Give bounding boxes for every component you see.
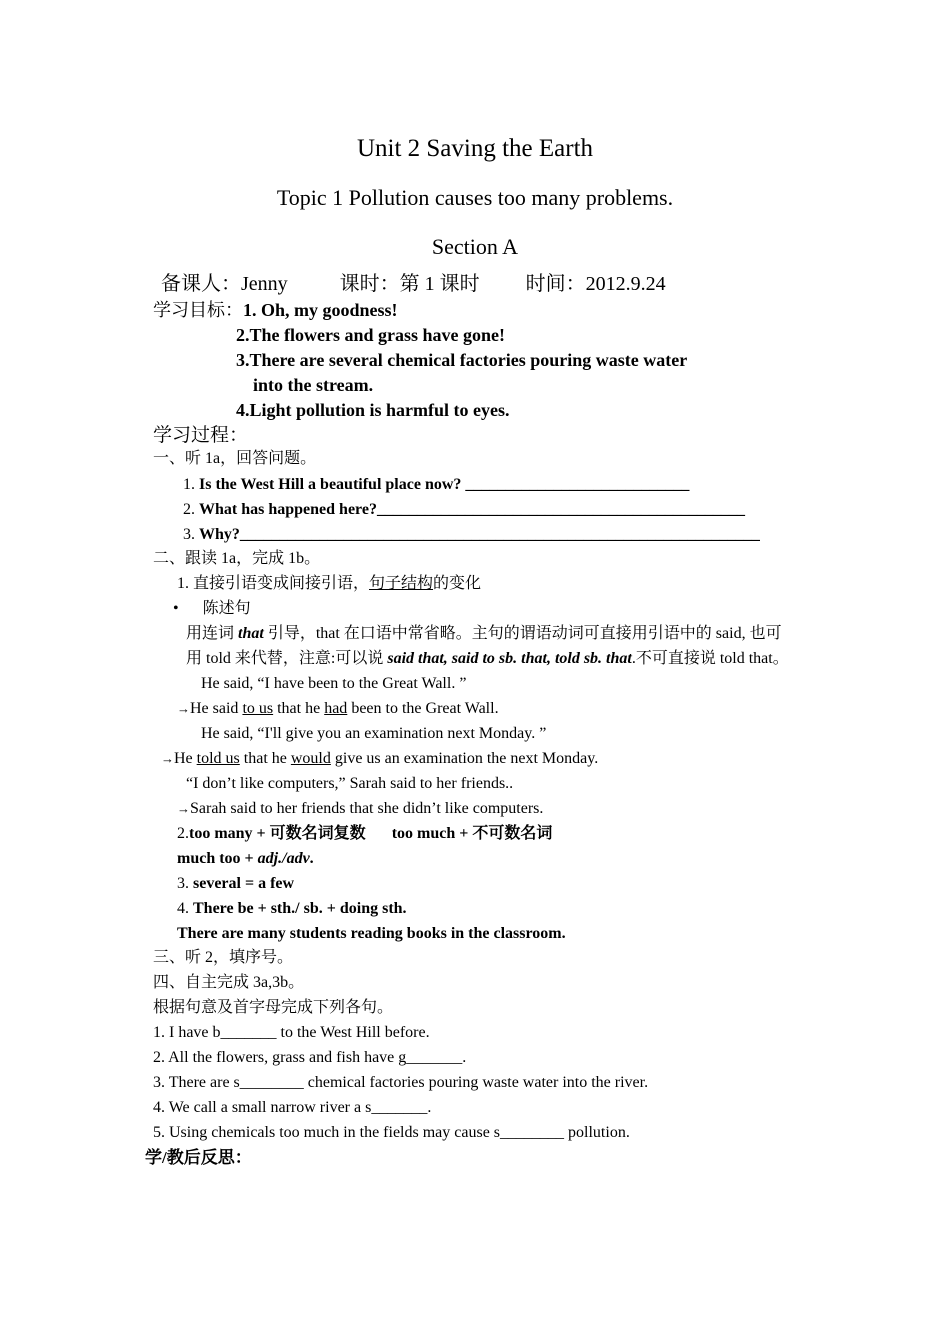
part4-instruction: 根据句意及首字母完成下列各句。 bbox=[153, 999, 394, 1016]
bullet-icon: • bbox=[173, 600, 179, 617]
part2-point1: 1. 直接引语变成间接引语，句子结构的变化 bbox=[177, 575, 482, 592]
period-label: 课时： bbox=[339, 273, 400, 295]
meta-line bbox=[161, 274, 666, 294]
exercise-item-1: 1. I have b_______ to the West Hill before. bbox=[153, 1024, 430, 1041]
arrow-icon: → bbox=[177, 801, 190, 816]
arrow-icon: → bbox=[177, 701, 190, 716]
exercise-item-5: 5. Using chemicals too much in the fields may cause s________ pollution. bbox=[153, 1124, 630, 1141]
point-3: 3. several = a few bbox=[177, 875, 295, 892]
part1-heading: 一、听 1a，回答问题。 bbox=[153, 450, 317, 467]
example-1-converted: →He said to us that he had been to the Great Wall. bbox=[177, 700, 499, 717]
preparer-label: 备课人： bbox=[161, 273, 241, 295]
preparer-name: Jenny bbox=[241, 273, 288, 295]
exercise-item-4: 4. We call a small narrow river a s_______. bbox=[153, 1099, 432, 1116]
date-value: 2012.9.24 bbox=[585, 273, 666, 295]
example-1: He said, “I have been to the Great Wall. ” bbox=[201, 675, 467, 692]
part2-heading: 二、跟读 1a，完成 1b。 bbox=[153, 550, 321, 567]
section-title: Section A bbox=[431, 234, 519, 259]
topic-title: Topic 1 Pollution causes too many problems. bbox=[276, 185, 674, 210]
period-value: 第 1 课时 bbox=[399, 273, 480, 295]
reflection-label: 学/教后反思： bbox=[145, 1148, 252, 1167]
objective-1: 1. Oh, my goodness! bbox=[243, 300, 398, 320]
date-label: 时间： bbox=[525, 273, 586, 295]
objective-3: 3.There are several chemical factories pouring waste water bbox=[236, 350, 688, 370]
part1-question-2: 2. What has happened here?______________________________________________ bbox=[183, 501, 745, 518]
arrow-icon: → bbox=[161, 751, 174, 766]
objective-3-cont: into the stream. bbox=[253, 375, 374, 395]
part3-heading: 三、听 2，填序号。 bbox=[153, 949, 294, 966]
rule-line-2: 用 told 来代替，注意:可以说 said that, said to sb. that, told sb. that.不可直接说 told that。 bbox=[186, 650, 789, 667]
point-2b: much too + adj./adv. bbox=[177, 850, 314, 867]
point-4: 4. There be + sth./ sb. + doing sth. bbox=[177, 900, 407, 917]
example-2: He said, “I'll give you an examination next Monday. ” bbox=[201, 725, 547, 742]
example-2-converted: →He told us that he would give us an examination the next Monday. bbox=[161, 750, 599, 767]
objectives-line-1 bbox=[153, 301, 398, 319]
example-3-converted: →Sarah said to her friends that she didn’t like computers. bbox=[177, 800, 544, 817]
part1-question-3: 3. Why?_________________________________________________________________ bbox=[183, 526, 760, 543]
rule-line-1: 用连词 that 引导，that 在口语中常省略。主句的谓语动词可直接用引语中的 said, 也可 bbox=[186, 625, 782, 642]
point-4-example: There are many students reading books in the classroom. bbox=[177, 925, 566, 942]
objectives-label: 学习目标： bbox=[153, 300, 243, 320]
bullet-text: 陈述句 bbox=[202, 600, 251, 617]
objective-4: 4.Light pollution is harmful to eyes. bbox=[236, 400, 510, 420]
objective-2: 2.The flowers and grass have gone! bbox=[236, 325, 505, 345]
part1-question-1: 1. Is the West Hill a beautiful place now? ____________________________ bbox=[183, 476, 690, 493]
exercise-item-2: 2. All the flowers, grass and fish have g_______. bbox=[153, 1049, 467, 1066]
example-3: “I don’t like computers,” Sarah said to her friends.. bbox=[186, 775, 514, 792]
bullet-item bbox=[173, 601, 251, 617]
unit-title: Unit 2 Saving the Earth bbox=[356, 135, 594, 162]
exercise-item-3: 3. There are s________ chemical factories pouring waste water into the river. bbox=[153, 1074, 649, 1091]
part4-heading: 四、自主完成 3a,3b。 bbox=[153, 974, 305, 991]
process-label: 学习过程： bbox=[153, 425, 249, 446]
point-2: 2.too many + 可数名词复数 too much + 不可数名词 bbox=[177, 825, 553, 842]
